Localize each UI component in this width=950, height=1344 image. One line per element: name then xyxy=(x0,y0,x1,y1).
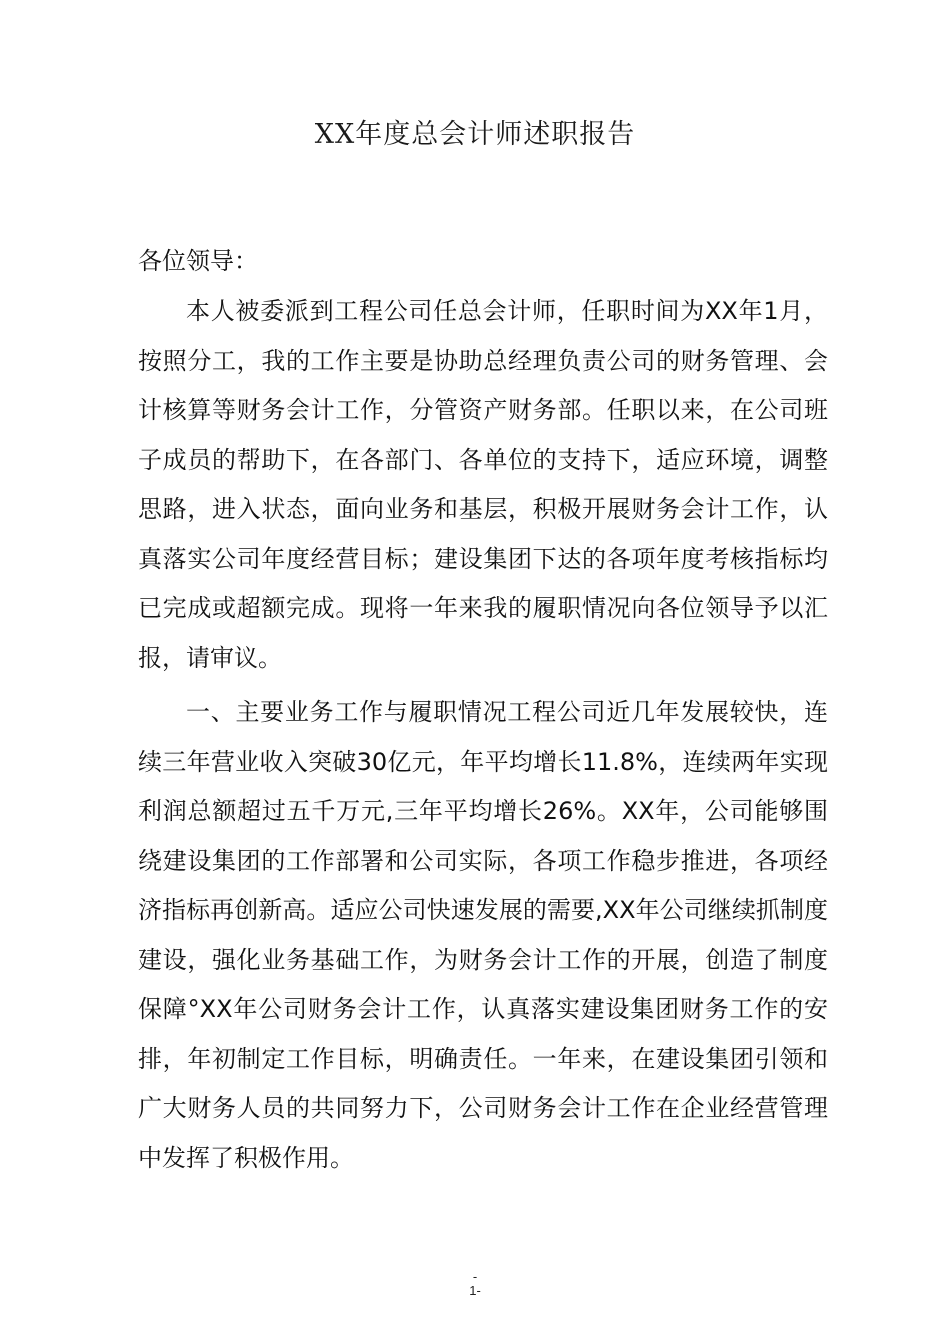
page-number: - 1- xyxy=(469,1269,481,1298)
salutation: 各位领导： xyxy=(138,247,258,275)
paragraph-section-one: 一、主要业务工作与履职情况工程公司近几年发展较快，连续三年营业收入突破30亿元，年平均增长11.8%，连续两年实现利润总额超过五千万元,三年平均增长26%。XX年，公司能够围绕建设集团的工作部署和公司实际，各项工作稳步推进，各项经济指标再创新高。适应公司快速发展的需要,XX年公司继续抓制度建设，强化业务基础工作，为财务会计工作的开展，创造了制度保障°XX年公司财务会计工作，认真落实建设集团财务工作的安排，年初制定工作目标，明确责任。一年来，在建设集团引领和广大财务人员的共同努力下，公司财务会计工作在企业经营管理中发挥了积极作用。 xyxy=(138,698,828,1172)
document-title: XX年度总会计师述职报告 xyxy=(314,119,636,150)
paragraph-intro: 本人被委派到工程公司任总会计师，任职时间为XX年1月，按照分工，我的工作主要是协助总经理负责公司的财务管理、会计核算等财务会计工作，分管资产财务部。任职以来，在公司班子成员的帮助下，在各部门、各单位的支持下，适应环境，调整思路，进入状态，面向业务和基层，积极开展财务会计工作，认真落实公司年度经营目标；建设集团下达的各项年度考核指标均已完成或超额完成。现将一年来我的履职情况向各位领导予以汇报，请审议。 xyxy=(138,297,828,672)
